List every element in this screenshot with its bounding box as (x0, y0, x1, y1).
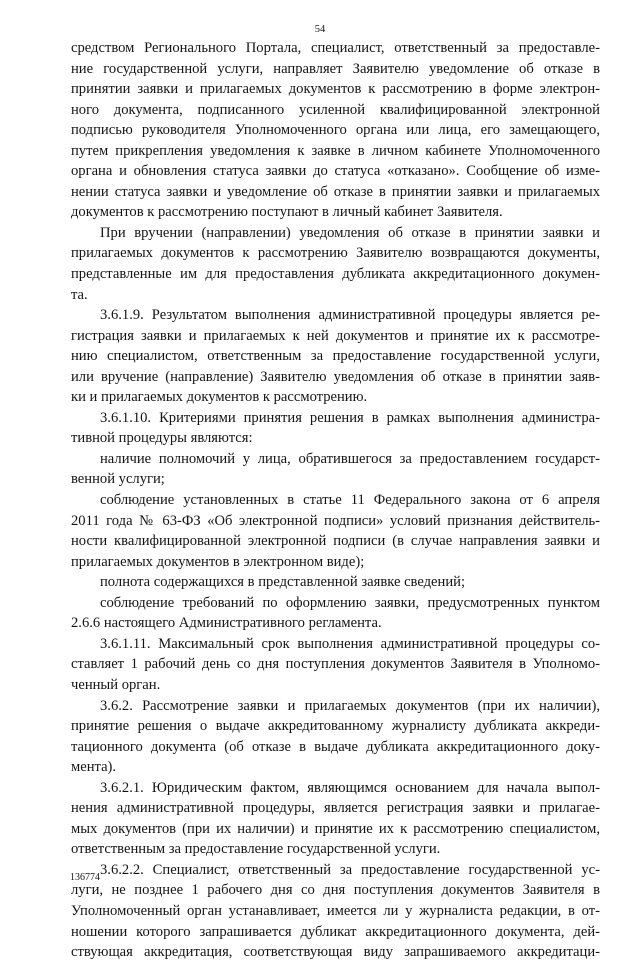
text-line: ности квалифицированной электронной подписи (в случае направления заявки и (71, 533, 600, 550)
text-line: мых документов (при их наличии) и принятие их к рассмотрению специалистом, (71, 820, 600, 837)
body-text (71, 38, 600, 963)
text-line: 3.6.2.1. Юридическим фактом, являющимся основанием для начала выпол- (100, 779, 600, 796)
text-line: ствующая аккредитация, соответствующая виду запрашиваемого аккредитаци- (71, 944, 600, 961)
text-line: тивной процедуры являются: (71, 430, 253, 447)
text-line: ношении которого запрашивается дубликат аккредитационного документа, дей- (71, 923, 600, 940)
text-line: ставляет 1 рабочий день со дня поступления документов Заявителя в Уполномо- (71, 656, 600, 673)
text-line: Уполномоченный орган устанавливает, имеется ли у журналиста редакции, в от- (71, 902, 600, 919)
text-line: принятии заявки и прилагаемых документов к рассмотрению в форме электрон- (71, 81, 600, 98)
text-line: ки и прилагаемых документов к рассмотрению. (71, 389, 368, 406)
text-line: ние государственной услуги, направляет Заявителю уведомление об отказе в (71, 60, 600, 77)
text-line: соблюдение требований по оформлению заявки, предусмотренных пунктом (100, 594, 600, 611)
text-line: гистрация заявки и прилагаемых к ней документов и принятие их к рассмотре- (71, 327, 600, 344)
text-line: венной услуги; (71, 471, 165, 488)
text-line: прилагаемых документов к рассмотрению Заявителю возвращаются документы, (71, 245, 600, 262)
text-line: нения административной процедуры, является регистрация заявки и прилагае- (71, 800, 600, 817)
text-line: 3.6.1.11. Максимальный срок выполнения административной процедуры со- (100, 635, 600, 652)
text-line: При вручении (направлении) уведомления об отказе в принятии заявки и (100, 224, 600, 241)
text-line: 3.6.1.9. Результатом выполнения административной процедуры является ре- (100, 307, 600, 324)
text-line: нении статуса заявки и уведомление об отказе в принятии заявки и прилагаемых (71, 183, 600, 200)
text-line: соблюдение установленных в статье 11 Федерального закона от 6 апреля (100, 492, 600, 509)
text-line: средством Регионального Портала, специалист, ответственный за предоставле- (71, 40, 600, 56)
text-line: представленные им для предоставления дубликата аккредитационного докумен- (71, 266, 600, 283)
text-line: органа и обновления статуса заявки до статуса «отказано». Сообщение об изме- (71, 163, 600, 180)
text-line: та. (71, 286, 88, 303)
text-line: ного документа, подписанного усиленной квалифицированной электронной (71, 101, 600, 118)
text-line: 2.6.6 настоящего Административного регламента. (71, 615, 382, 632)
text-line: нию специалистом, ответственным за предоставление государственной услуги, (71, 348, 600, 365)
text-line: тационного документа (об отказе в выдаче дубликата аккредитационного доку- (71, 738, 600, 755)
text-line: луги, не позднее 1 рабочего дня со дня поступления документов Заявителя в (71, 882, 600, 899)
page-number: 54 (314, 24, 326, 35)
text-line: или вручение (направление) Заявителю уведомления об отказе в принятии заяв- (71, 368, 600, 385)
text-line: полнота содержащихся в представленной заявке сведений; (100, 574, 466, 591)
text-line: принятие решения о выдаче аккредитованному журналисту дубликата аккреди- (71, 718, 600, 735)
text-line: документов к рассмотрению поступают в личный кабинет Заявителя. (71, 204, 503, 221)
text-line: мента). (71, 759, 117, 776)
text-line: 3.6.2. Рассмотрение заявки и прилагаемых документов (при их наличии), (100, 697, 600, 714)
text-line: 2011 года № 63-ФЗ «Об электронной подписи» условий признания действитель- (71, 512, 600, 529)
text-line: ченный орган. (71, 676, 161, 693)
text-line: 3.6.2.2. Специалист, ответственный за предоставление государственной ус- (100, 861, 600, 878)
text-line: ответственным за предоставление государственной услуги. (71, 841, 441, 858)
text-line: прилагаемых документов в электронном виде); (71, 553, 365, 570)
footer-document-code: 136774 (70, 872, 100, 883)
text-line: путем прикрепления уведомления к заявке в личном кабинете Уполномоченного (71, 142, 600, 159)
text-line: наличие полномочий у лица, обратившегося за предоставлением государст- (100, 450, 600, 467)
text-line: подписью руководителя Уполномоченного органа или лица, его замещающего, (71, 122, 600, 139)
text-line: 3.6.1.10. Критериями принятия решения в рамках выполнения администра- (100, 409, 600, 426)
